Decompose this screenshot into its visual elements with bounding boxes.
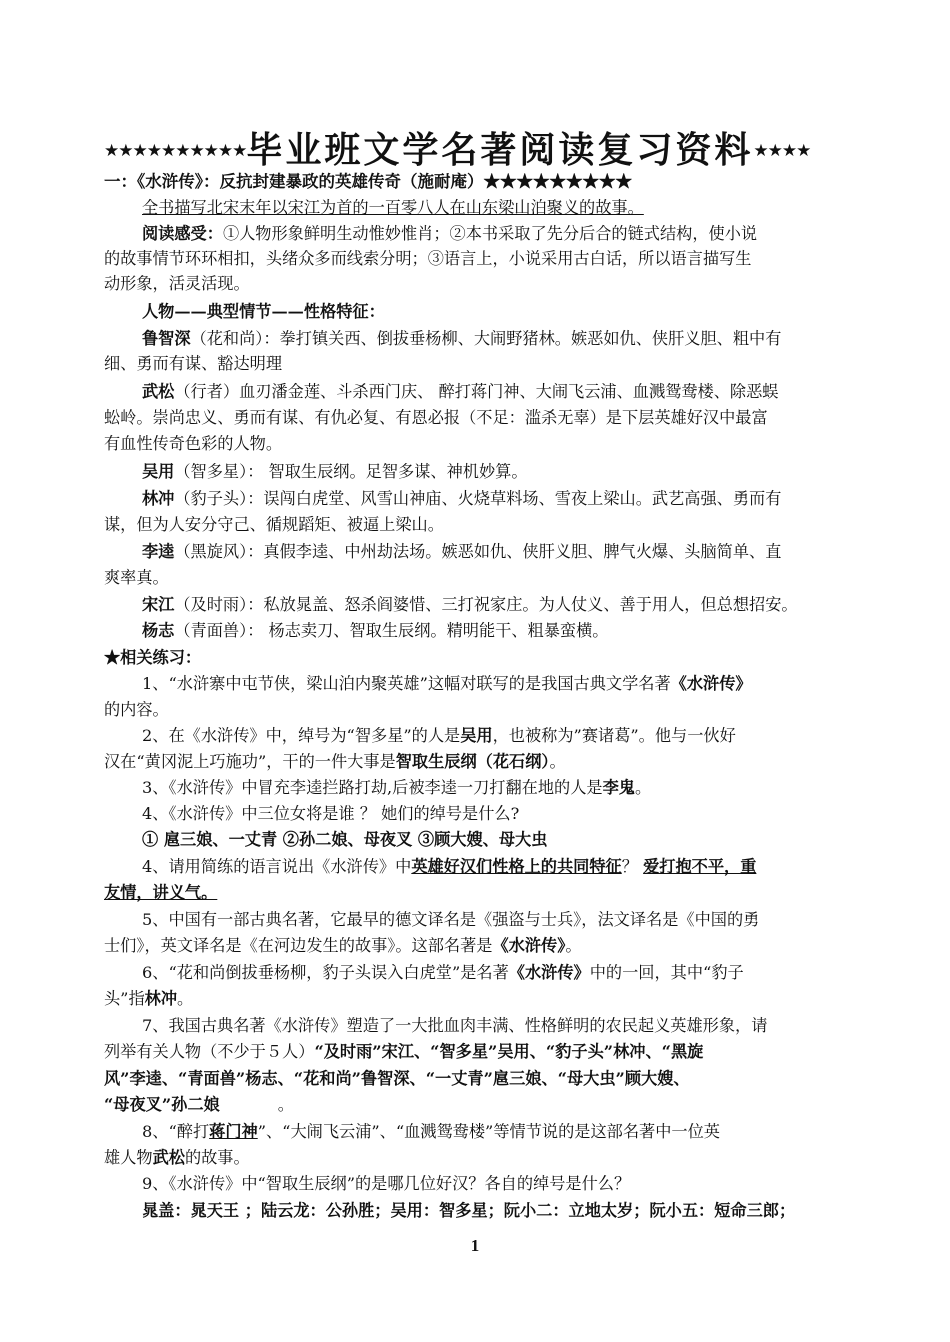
exercise-answer: 《水浒传》 [670,674,752,693]
character-line [104,381,892,403]
character-desc: （智多星）： 智取生辰纲。足智多谋、神机妙算。 [174,462,528,481]
character-name: 宋江 [142,595,175,614]
exercise-text: 汉在“黄冈泥上巧施功”，干的一件大事是 [104,752,396,771]
exercise-text: ，也被称为”赛诸葛”。他与一伙好 [492,726,736,745]
page-number: 1 [470,1236,480,1255]
character-line-cont: 谋，但为人安分守己、循规蹈矩、被逼上梁山。 [104,515,444,534]
exercise-4b-cont [104,882,854,904]
exercise-4: 4、《水浒传》中三位女将是谁 ？ 她们的绰号是什么? [142,804,520,823]
exercise-answer: 爱打抱不平，重 [643,857,757,876]
character-desc: （青面兽）： 杨志卖刀、智取生辰纲。精明能干、粗暴蛮横。 [174,621,609,640]
character-name: 武松 [142,382,175,401]
character-desc: （豹子头）：误闯白虎堂、风雪山神庙、火烧草料场、雪夜上梁山。武艺高强、勇而有 [174,489,782,508]
feeling-line-2: 的故事情节环环相扣，头绪众多而线索分明；③语言上，小说采用古白话，所以语言描写生 [104,249,752,268]
exercise-text: 3、《水浒传》中冒充李逵拦路打劫,后被李逵一刀打翻在地的人是 [142,778,603,797]
exercise-text: 6、“花和尚倒拔垂杨柳，豹子头误入白虎堂”是名著 [142,963,509,982]
character-name: 李逵 [142,542,175,561]
exercise-answer: 林冲 [144,989,178,1008]
character-line-cont: 有血性传奇色彩的人物。 [104,434,283,453]
exercise-answer: 《水浒传》 [508,963,590,982]
character-desc: （花和尚）：拳打镇关西、倒拔垂杨柳、大闹野猪林。嫉恶如仇、侠肝义胆、粗中有 [190,329,782,348]
exercise-2-cont [104,751,854,773]
feeling-line-3: 动形象，活灵活现。 [104,274,250,293]
character-name: 吴用 [142,462,175,481]
feeling-line-1 [104,223,892,245]
character-line [104,620,892,642]
exercise-answer: 吴用 [460,726,493,745]
exercise-text: 1、“水浒寨中屯节侠，梁山泊内聚英雄”这幅对联写的是我国古典文学名著 [142,674,671,693]
exercise-text: 头”指 [104,989,145,1008]
summary-line [104,197,892,219]
exercise-text: 。 [565,936,582,955]
character-line-cont: 爽率真。 [104,568,169,587]
exercise-answer: 友情，讲义气。 [104,883,218,902]
character-line [104,461,892,483]
character-line [104,594,892,616]
exercise-text: 。 [549,752,566,771]
exercise-text: 列举有关人物（不少于５人） [104,1042,315,1061]
exercise-underlined: 英雄好汉们性格上的共同特征 [411,857,622,876]
character-name: 杨志 [142,621,175,640]
exercise-text: 。 [277,1095,294,1114]
exercise-text: 4、请用简练的语言说出《水浒传》中 [142,857,412,876]
character-name: 鲁智深 [142,329,191,348]
character-line [104,328,892,350]
exercise-9-answer: 晁盖：晁天王 ；陆云龙：公孙胜；吴用：智多星；阮小二：立地太岁；阮小五：短命三郎； [142,1201,796,1220]
exercise-text: 的故事。 [184,1148,250,1167]
character-desc: （行者）血刃潘金莲、斗杀西门庆、 醉打蒋门神、大闹飞云浦、血溅鸳鸯楼、除恶蜈 [174,382,779,401]
character-line-cont: 细、勇而有谋、豁达明理 [104,354,283,373]
character-line-cont: 蚣岭。崇尚忠义、勇而有谋、有仇必复、有恩必报（不足：滥杀无辜）是下层英雄好汉中最富 [104,408,768,427]
exercise-answer: 李鬼 [602,778,635,797]
title-text: 毕业班文学名著阅读复习资料 [246,129,754,171]
title-left-stars: ★★★★★★★★★★ [104,141,247,161]
exercise-8 [104,1121,892,1143]
exercise-1-cont: 的内容。 [104,700,169,719]
section-heading: 一：《水浒传》：反抗封建暴政的英雄传奇（施耐庵）★★★★★★★★★ [104,172,632,191]
exercise-7-end [104,1094,854,1116]
exercise-answer: “及时雨”宋江、“智多星”吴用、“豹子头”林冲、“黑旋 [314,1042,704,1061]
exercise-8-cont [104,1147,854,1169]
exercise-answer: 智取生辰纲（花石纲） [395,752,550,771]
exercise-7: 7、我国古典名著《水浒传》塑造了一大批血肉丰满、性格鲜明的农民起义英雄形象，请 [142,1016,768,1035]
exercise-5-cont [104,935,854,957]
exercise-4-answer: ① 扈三娘、一丈青 ②孙二娘、母夜叉 ③顾大嫂、母大虫 [142,830,548,849]
exercise-text: 中的一回，其中“豹子 [589,963,744,982]
feeling-label: 阅读感受： [142,224,223,243]
exercise-1 [104,673,892,695]
exercise-text: 雄人物 [104,1148,153,1167]
exercise-underlined: 蒋门神 [209,1122,258,1141]
character-name: 林冲 [142,489,175,508]
exercise-6 [104,962,892,984]
exercise-text: 。 [177,989,194,1008]
exercise-answer: 武松 [152,1148,185,1167]
character-desc: （及时雨）：私放晁盖、怒杀阎婆惜、三打祝家庄。为人仗义、善于用人，但总想招安。 [174,595,798,614]
exercise-9: 9、《水浒传》中“智取生辰纲”的是哪几位好汉？各自的绰号是什么？ [142,1174,631,1193]
exercise-text: ”、“大闹飞云浦”、“血溅鸳鸯楼”等情节说的是这部名著中一位英 [257,1122,720,1141]
exercise-5: 5、中国有一部古典名著，它最早的德文译名是《强盗与士兵》，法文译名是《中国的勇 [142,910,760,929]
exercise-4b [104,856,892,878]
exercise-answer: “母夜叉”孙二娘 [104,1095,220,1114]
character-desc: （黑旋风）：真假李逵、中州劫法场。嫉恶如仇、侠肝义胆、脾气火爆、头脑简单、直 [174,542,782,561]
exercise-2 [104,725,892,747]
practice-heading: ★相关练习： [104,648,202,667]
character-line [104,541,892,563]
exercise-answer: 《水浒传》 [492,936,566,955]
exercise-3 [104,777,892,799]
exercise-text: 8、“醉打 [142,1122,210,1141]
exercise-7-answer: 风”李逵、“青面兽”杨志、“花和尚”鲁智深、“一丈青”扈三娘、“母大虫”顾大嫂、 [104,1069,690,1088]
feeling-text-1: ①人物形象鲜明生动惟妙惟肖；②本书采取了先分后合的链式结构，使小说 [222,224,758,243]
exercise-text: 。 [634,778,652,797]
exercise-text: 2、在《水浒传》中，绰号为“智多星”的人是 [142,726,461,745]
exercise-6-cont [104,988,854,1010]
character-line [104,488,892,510]
title-right-stars: ★★★★ [753,141,811,161]
exercise-text: ？ [621,857,644,876]
page-title [104,116,849,171]
characters-heading: 人物——典型情节——性格特征： [142,302,385,321]
exercise-text: 士们》，英文译名是《在河边发生的故事》。这部名著是 [104,936,493,955]
exercise-7-cont [104,1041,854,1063]
summary-text: 全书描写北宋末年以宋江为首的一百零八人在山东梁山泊聚义的故事。 [142,198,644,217]
